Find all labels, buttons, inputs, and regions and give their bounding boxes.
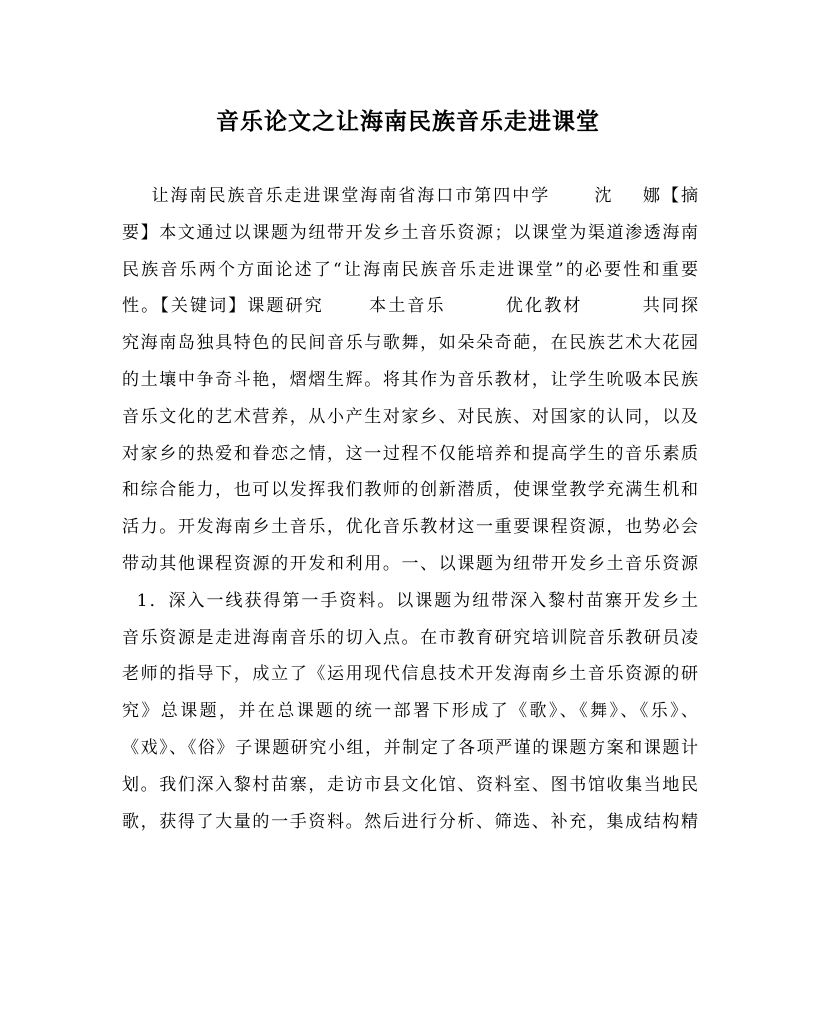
document-title: 音乐论文之让海南民族音乐走进课堂 [216, 108, 600, 135]
body-line: 要】本文通过以课题为纽带开发乡土音乐资源；以课堂为渠道渗透海南 [122, 222, 698, 243]
body-line: 让海南民族音乐走进课堂海南省海口市第四中学 沈 娜【摘 [122, 186, 698, 206]
body-line: 老师的指导下，成立了《运用现代信息技术开发海南乡土音乐资源的研 [122, 664, 698, 685]
body-line: 究》总课题，并在总课题的统一部署下形成了《歌》、《舞》、《乐》、 [122, 701, 698, 722]
body-line: 划。我们深入黎村苗寨，走访市县文化馆、资料室、图书馆收集当地民 [122, 774, 698, 795]
document-body [122, 178, 698, 840]
body-line: 性。【关键词】课题研究 本土音乐 优化教材 共同探 [122, 296, 698, 317]
body-line: 究海南岛独具特色的民间音乐与歌舞，如朵朵奇葩，在民族艺术大花园 [122, 333, 698, 354]
body-line: 的土壤中争奇斗艳，熠熠生辉。将其作为音乐教材，让学生吮吸本民族 [122, 369, 698, 390]
body-line: 音乐文化的艺术营养，从小产生对家乡、对民族、对国家的认同，以及 [122, 406, 698, 427]
body-line: 1．深入一线获得第一手资料。以课题为纽带深入黎村苗寨开发乡土 [122, 590, 698, 611]
body-line: 和综合能力，也可以发挥我们教师的创新潜质，使课堂教学充满生机和 [122, 480, 698, 501]
body-line: 对家乡的热爱和眷恋之情，这一过程不仅能培养和提高学生的音乐素质 [122, 443, 698, 464]
body-line: 音乐资源是走进海南音乐的切入点。在市教育研究培训院音乐教研员凌 [122, 627, 698, 648]
body-line: 民族音乐两个方面论述了“让海南民族音乐走进课堂”的必要性和重要 [122, 259, 698, 280]
body-line: 《戏》、《俗》子课题研究小组，并制定了各项严谨的课题方案和课题计 [122, 737, 698, 758]
body-line: 带动其他课程资源的开发和利用。一、以课题为纽带开发乡土音乐资源 [122, 553, 698, 574]
body-line: 歌，获得了大量的一手资料。然后进行分析、筛选、补充，集成结构精 [122, 811, 698, 832]
body-line: 活力。开发海南乡土音乐，优化音乐教材这一重要课程资源，也势必会 [122, 517, 698, 538]
